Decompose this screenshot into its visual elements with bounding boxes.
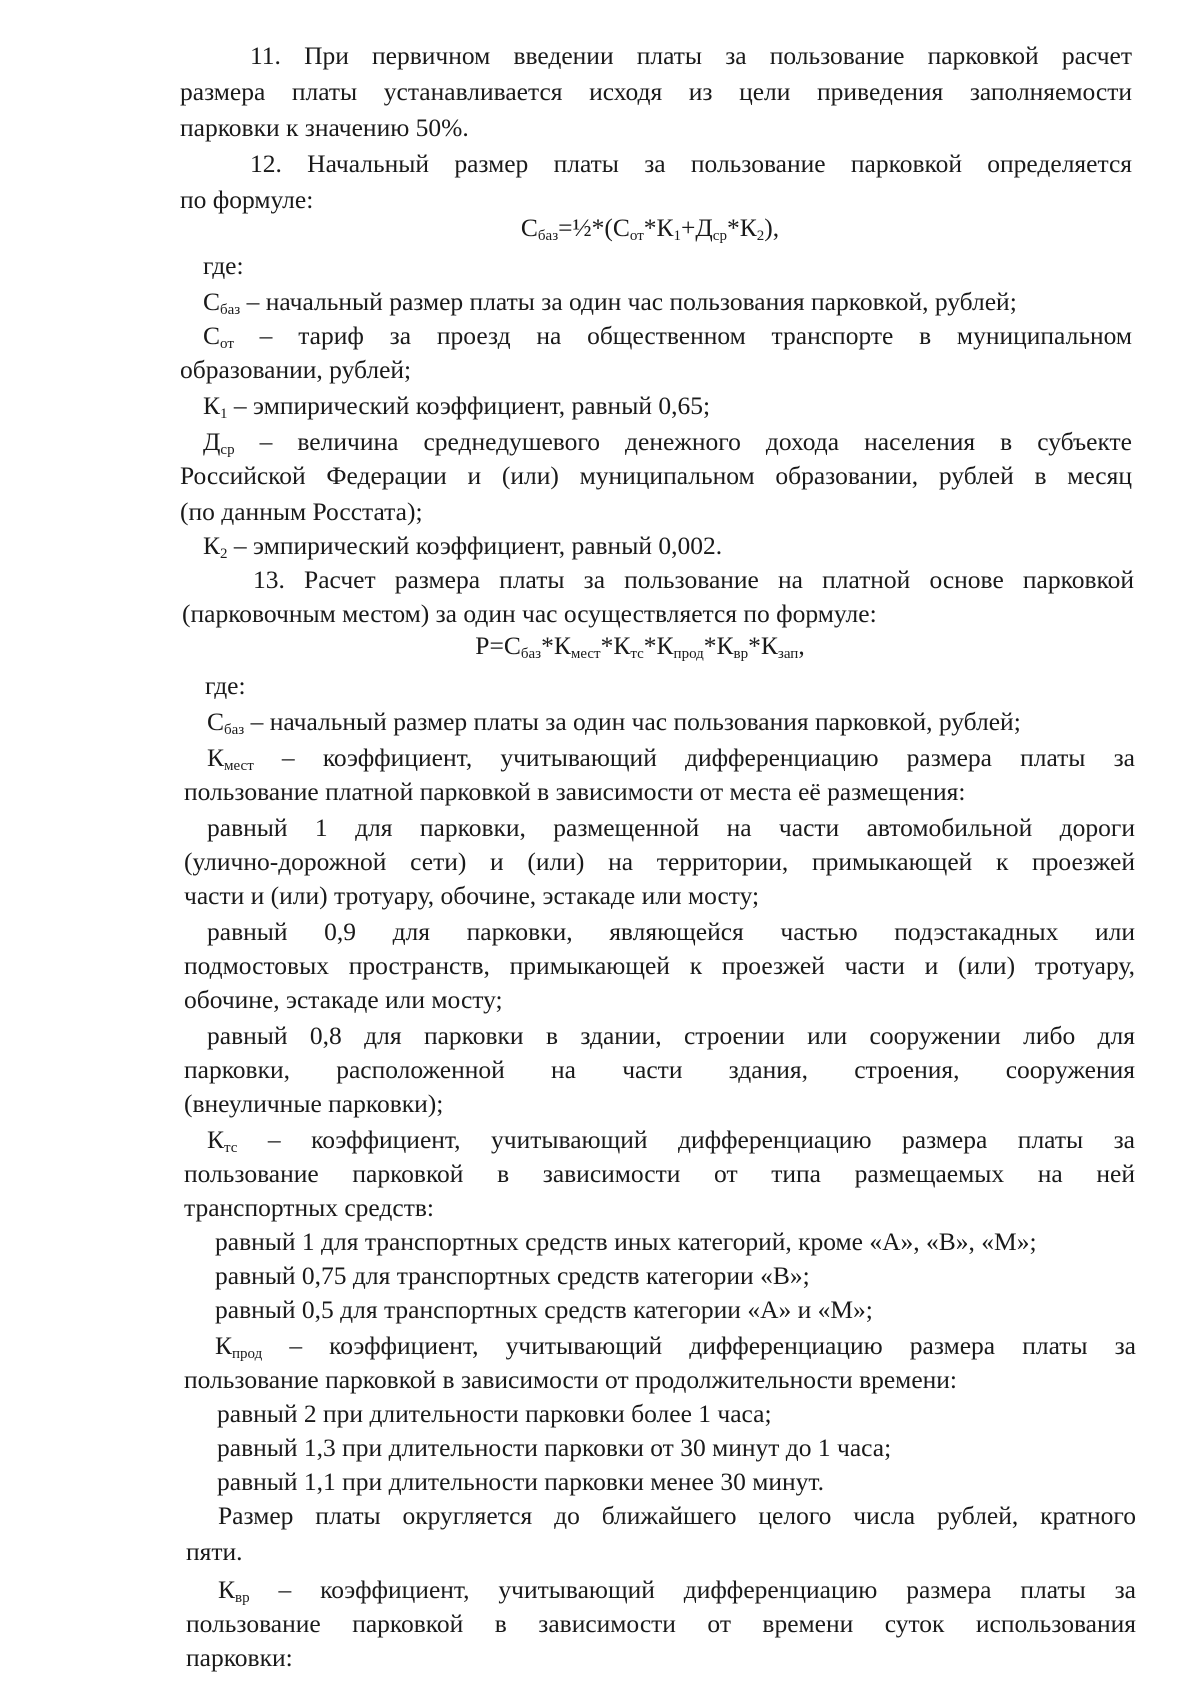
- p11-line3: парковки к значению 50%.: [180, 113, 469, 142]
- def-c-baz: $С_{баз}$ – начальный размер платы за один час пользования парковкой, рублей;: [203, 287, 1017, 318]
- def-d-sr-cont1: Российской Федерации и (или) муниципальном образовании, рублей в месяц: [180, 461, 1132, 490]
- k-prod-value2: равный 1,3 при длительности парковки от 30 минут до 1 часа;: [217, 1433, 892, 1462]
- k-mest-value1-line2: (улично-дорожной сети) и (или) на территории, примыкающей к проезжей: [184, 847, 1135, 876]
- def-k1: $К_1$ – эмпирический коэффициент, равный 0,65;: [203, 391, 711, 422]
- def-c-baz-2: $С_{баз}$ – начальный размер платы за один час пользования парковкой, рублей;: [207, 707, 1021, 738]
- p11-line2: размера платы устанавливается исходя из цели приведения заполняемости: [180, 77, 1132, 106]
- p11-line1: 11. При первичном введении платы за пользование парковкой расчет: [250, 41, 1132, 70]
- k-prod-value3: равный 1,1 при длительности парковки менее 30 минут.: [217, 1467, 825, 1496]
- k-mest-value2-line3: обочине, эстакаде или мосту;: [184, 985, 503, 1014]
- def-c-ot: $С_{от}$ – тариф за проезд на общественном транспорте в муниципальном: [203, 321, 1132, 352]
- p12-line1: 12. Начальный размер платы за пользование парковкой определяется: [250, 149, 1132, 178]
- def-k2: $К_2$ – эмпирический коэффициент, равный 0,002.: [203, 531, 723, 562]
- k-mest-value3-line2: парковки, расположенной на части здания, строения, сооружения: [184, 1055, 1135, 1084]
- def-c-ot-cont: образовании, рублей;: [180, 355, 412, 384]
- def-k-vr-cont1: пользование парковкой в зависимости от времени суток использования: [186, 1609, 1136, 1638]
- def-k-prod-cont: пользование парковкой в зависимости от продолжительности времени:: [184, 1365, 958, 1394]
- def-d-sr-cont2: (по данным Росстата);: [180, 497, 423, 526]
- k-mest-value3-line1: равный 0,8 для парковки в здании, строении или сооружении либо для: [207, 1021, 1135, 1050]
- k-ts-value3: равный 0,5 для транспортных средств категории «А» и «М»;: [215, 1295, 873, 1324]
- k-mest-value1-line1: равный 1 для парковки, размещенной на части автомобильной дороги: [207, 813, 1135, 842]
- where-label-2: где:: [205, 671, 246, 700]
- p13-line1: 13. Расчет размера платы за пользование на платной основе парковкой: [253, 565, 1134, 594]
- rounding-line2: пяти.: [186, 1537, 243, 1566]
- def-k-mest-cont: пользование платной парковкой в зависимости от места её размещения:: [184, 777, 966, 806]
- p13-line2: (парковочным местом) за один час осуществляется по формуле:: [182, 599, 877, 628]
- where-label: где:: [203, 251, 244, 280]
- k-prod-value1: равный 2 при длительности парковки более 1 часа;: [217, 1399, 772, 1428]
- def-k-ts-cont1: пользование парковкой в зависимости от типа размещаемых на ней: [184, 1159, 1135, 1188]
- def-k-vr-cont2: парковки:: [186, 1643, 293, 1672]
- def-k-ts: $К_{тс}$ – коэффициент, учитывающий дифференциацию размера платы за: [207, 1125, 1135, 1156]
- formula-parking-fee: $Р=С_{баз}*К_{мест}*К_{тс}*К_{прод}*К_{вр}*К_{зап}$,: [475, 631, 805, 662]
- def-k-vr: $К_{вр}$ – коэффициент, учитывающий дифференциацию размера платы за: [218, 1575, 1136, 1606]
- def-k-prod: $К_{прод}$ – коэффициент, учитывающий дифференциацию размера платы за: [215, 1331, 1136, 1362]
- k-mest-value1-line3: части и (или) тротуару, обочине, эстакаде или мосту;: [184, 881, 760, 910]
- k-ts-value1: равный 1 для транспортных средств иных категорий, кроме «А», «В», «М»;: [215, 1227, 1037, 1256]
- rounding-line1: Размер платы округляется до ближайшего целого числа рублей, кратного: [218, 1501, 1136, 1530]
- formula-base-fee: $С_{баз}=\frac{1}{2}*(С_{от}*К_1+Д_{ср}*К_2)$,: [520, 213, 780, 244]
- def-k-mest: $К_{мест}$ – коэффициент, учитывающий дифференциацию размера платы за: [207, 743, 1135, 774]
- def-d-sr: $Д_{ср}$ – величина среднедушевого денежного дохода населения в субъекте: [203, 427, 1132, 458]
- k-mest-value3-line3: (внеуличные парковки);: [184, 1089, 444, 1118]
- k-mest-value2-line1: равный 0,9 для парковки, являющейся частью подэстакадных или: [207, 917, 1135, 946]
- k-ts-value2: равный 0,75 для транспортных средств категории «В»;: [215, 1261, 810, 1290]
- k-mest-value2-line2: подмостовых пространств, примыкающей к проезжей части и (или) тротуару,: [184, 951, 1135, 980]
- def-k-ts-cont2: транспортных средств:: [184, 1193, 434, 1222]
- p12-line2: по формуле:: [180, 185, 314, 214]
